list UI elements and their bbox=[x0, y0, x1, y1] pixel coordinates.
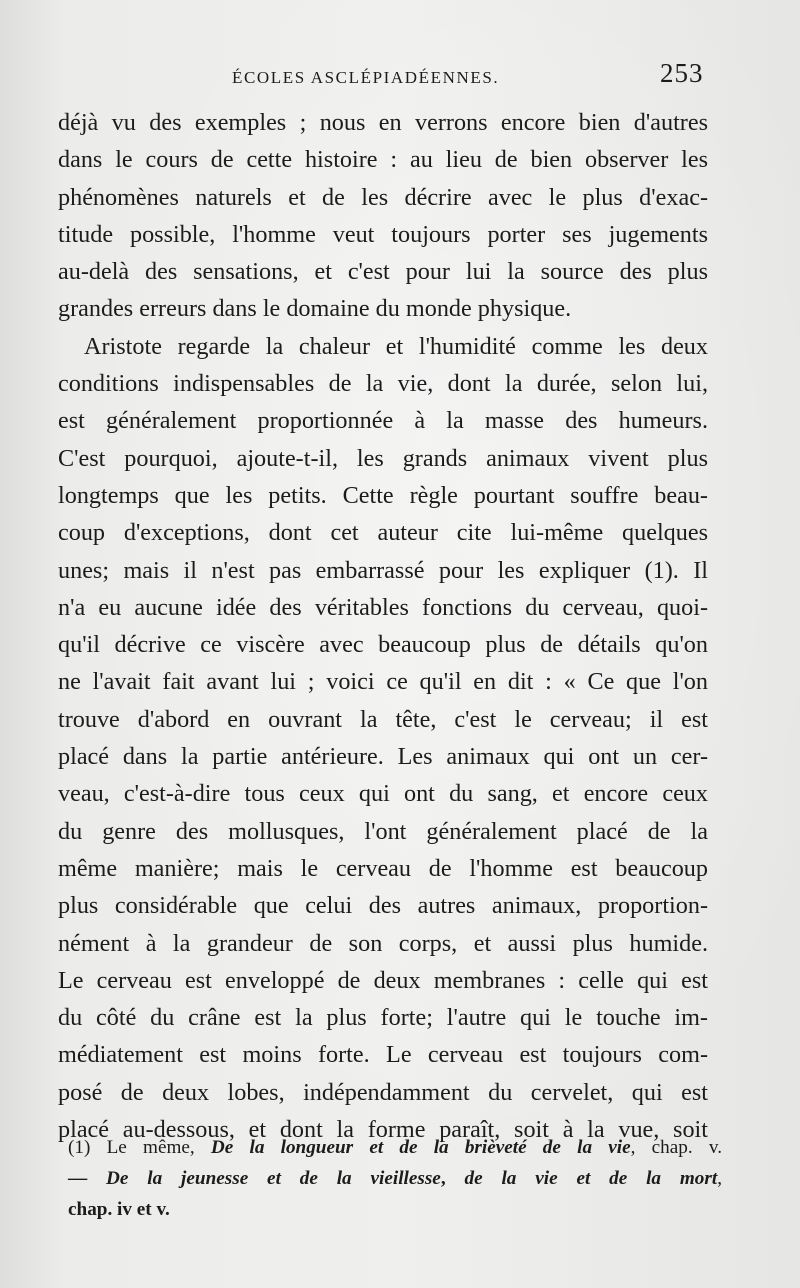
footnote-reference: , chap. v. bbox=[630, 1137, 722, 1158]
footnote-separator: , bbox=[440, 1168, 465, 1189]
text-line: nément à la grandeur de son corps, et aussi plus humide. bbox=[58, 929, 708, 957]
text-line: Aristote regarde la chaleur et l'humidité comme les deux bbox=[84, 332, 708, 360]
text-line: longtemps que les petits. Cette règle pourtant souffre beau- bbox=[58, 481, 708, 509]
text-line: dans le cours de cette histoire : au lieu de bien observer les bbox=[58, 146, 708, 174]
text-line: unes; mais il n'est pas embarrassé pour les expliquer (1). Il bbox=[58, 556, 708, 584]
text-line: Le cerveau est enveloppé de deux membranes : celle qui est bbox=[58, 966, 708, 994]
text-line: plus considérable que celui des autres animaux, proportion- bbox=[58, 892, 708, 920]
text-line: n'a eu aucune idée des véritables fonctions du cerveau, quoi- bbox=[58, 593, 708, 621]
footnotes bbox=[68, 1132, 722, 1225]
footnote-reference: chap. iv et v. bbox=[68, 1199, 170, 1220]
footnote-work-title: de la vie et de la mort bbox=[464, 1168, 718, 1189]
text-line: est généralement proportionnée à la masse des humeurs. bbox=[58, 407, 708, 435]
text-line: posé de deux lobes, indépendamment du cervelet, qui est bbox=[58, 1078, 708, 1106]
text-line: veau, c'est-à-dire tous ceux qui ont du sang, et encore ceux bbox=[58, 780, 708, 808]
text-line: titude possible, l'homme veut toujours porter ses jugements bbox=[58, 220, 708, 248]
text-line: du côté du crâne est la plus forte; l'autre qui le touche im- bbox=[58, 1004, 708, 1032]
text-line: au-delà des sensations, et c'est pour lui la source des plus bbox=[58, 258, 708, 286]
text-line: coup d'exceptions, dont cet auteur cite lui-même quelques bbox=[58, 519, 708, 547]
footnote-work-title: De la jeunesse et de la vieillesse bbox=[106, 1168, 441, 1189]
text-line: trouve d'abord en ouvrant la tête, c'est le cerveau; il est bbox=[58, 705, 708, 733]
footnote-separator: , bbox=[717, 1168, 722, 1189]
footnote-dash: — bbox=[68, 1168, 107, 1189]
text-line: C'est pourquoi, ajoute-t-il, les grands animaux vivent plus bbox=[58, 444, 708, 472]
body-text bbox=[58, 104, 708, 1148]
footnote-marker: (1) Le même, bbox=[68, 1137, 211, 1158]
text-line: placé dans la partie antérieure. Les animaux qui ont un cer- bbox=[58, 743, 708, 771]
text-line: grandes erreurs dans le domaine du monde physique. bbox=[58, 295, 572, 323]
text-line: médiatement est moins forte. Le cerveau est toujours com- bbox=[58, 1041, 708, 1069]
text-line: phénomènes naturels et de les décrire avec le plus d'exac- bbox=[58, 183, 708, 211]
text-line: qu'il décrive ce viscère avec beaucoup plus de détails qu'on bbox=[58, 631, 708, 659]
footnote-line bbox=[68, 1132, 722, 1163]
footnote-line bbox=[68, 1194, 722, 1225]
text-line: placé au-dessous, et dont la forme paraît, soit à la vue, soit bbox=[58, 1116, 708, 1144]
text-line: même manière; mais le cerveau de l'homme est beaucoup bbox=[58, 854, 708, 882]
text-line: ne l'avait fait avant lui ; voici ce qu'il en dit : « Ce que l'on bbox=[58, 668, 708, 696]
running-title: ÉCOLES ASCLÉPIADÉENNES. bbox=[232, 68, 500, 87]
text-line: conditions indispensables de la vie, dont la durée, selon lui, bbox=[58, 370, 708, 398]
footnote-work-title: De la longueur et de la brièveté de la vie bbox=[210, 1137, 631, 1158]
page-number: 253 bbox=[660, 58, 704, 88]
running-head bbox=[0, 58, 800, 98]
text-line: déjà vu des exemples ; nous en verrons encore bien d'autres bbox=[58, 109, 708, 136]
text-line: du genre des mollusques, l'ont généralement placé de la bbox=[58, 817, 708, 845]
footnote-line bbox=[68, 1163, 722, 1194]
